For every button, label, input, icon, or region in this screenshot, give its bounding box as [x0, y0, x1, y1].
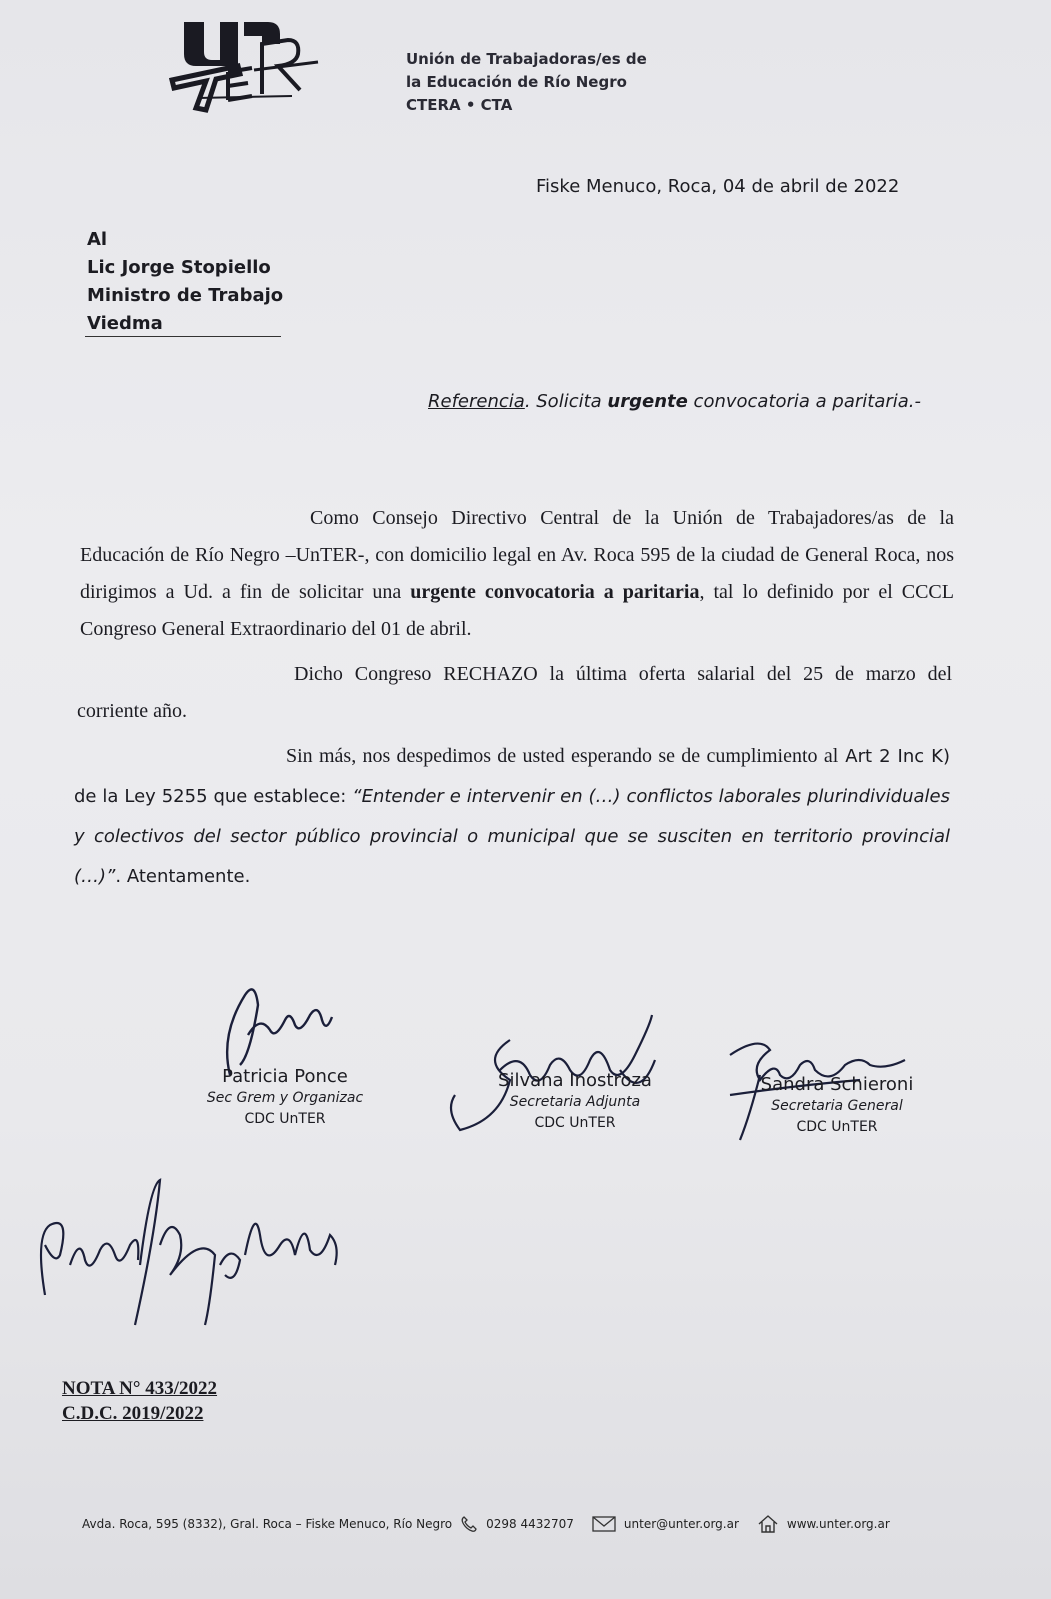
- footer-phone: 0298 4432707: [486, 1517, 574, 1531]
- signature-role-2: Secretaria Adjunta: [509, 1094, 641, 1110]
- footer-web: www.unter.org.ar: [786, 1517, 890, 1531]
- signature-role-1: Sec Grem y Organizac: [206, 1090, 364, 1106]
- paragraph-1-bold: urgente convocatoria a paritaria: [410, 581, 700, 603]
- recipient-line-3: Ministro de Trabajo: [87, 285, 284, 306]
- signature-org-3: CDC UnTER: [796, 1119, 878, 1135]
- cdc-period: C.D.C. 2019/2022: [62, 1403, 204, 1424]
- date-line: Fiske Menuco, Roca, 04 de abril de 2022: [536, 176, 900, 197]
- paragraph-3: [74, 736, 950, 897]
- signature-name-3: Sandra Schieroni: [760, 1074, 914, 1095]
- paragraph-1: [80, 500, 954, 648]
- signature-role-3: Secretaria General: [771, 1098, 903, 1114]
- signature-org-1: CDC UnTER: [244, 1111, 326, 1127]
- signature-block-3: [722, 1074, 952, 1137]
- signature-name-1: Patricia Ponce: [222, 1066, 348, 1087]
- signature-block-2: [460, 1070, 690, 1133]
- reference-label: Referencia: [428, 391, 525, 412]
- house-icon: [757, 1514, 779, 1534]
- unter-logo: [168, 14, 328, 114]
- paragraph-3-text-a: Sin más, nos despedimos de usted esperando se de cumplimiento al: [286, 745, 839, 767]
- signature-org-2: CDC UnTER: [534, 1115, 616, 1131]
- paragraph-2: Dicho Congreso RECHAZO la última oferta salarial del 25 de marzo del corriente año.: [77, 663, 952, 722]
- footer: [82, 1514, 890, 1534]
- reference-text-before: . Solicita: [524, 391, 608, 412]
- org-line-2: la Educación de Río Negro: [406, 73, 627, 91]
- footer-address: Avda. Roca, 595 (8332), Gral. Roca – Fiske Menuco, Río Negro: [82, 1517, 453, 1531]
- recipient-block: [87, 226, 283, 338]
- recipient-line-2: Lic Jorge Stopiello: [87, 257, 271, 278]
- phone-icon: [460, 1515, 478, 1533]
- reference-bold: urgente: [607, 391, 688, 412]
- signature-block-1: [170, 1066, 400, 1129]
- reference-line: [428, 391, 921, 412]
- signature-name-2: Silvana Inostroza: [498, 1070, 652, 1091]
- paragraph-3-text-c: . Atentamente.: [115, 866, 251, 887]
- org-line-1: Unión de Trabajadoras/es de: [406, 50, 647, 68]
- paragraph-3-quote: “Entender e intervenir en (…) conflictos laborales plurindividuales y colectivos del sector público provincial o municipal que se susciten en territorio provincial (…)”: [74, 786, 950, 887]
- footer-email: unter@unter.org.ar: [623, 1517, 739, 1531]
- handwritten-note: [30, 1175, 360, 1335]
- envelope-icon: [592, 1515, 616, 1533]
- organization-header: [406, 48, 647, 117]
- paragraph-3-text-b: Art 2 Inc K) de la Ley 5255 que establece:: [74, 746, 950, 807]
- paragraph-1-text-a: Como Consejo Directivo Central de la Unión de Trabajadores/as de la Educación de Río Negro –UnTER-, con domicilio legal en Av. Roca 595 de la ciudad de General Roca, nos dirigimos a Ud. a fin de solicitar una: [80, 507, 954, 603]
- recipient-underline: [85, 336, 281, 337]
- recipient-line-1: Al: [87, 229, 108, 250]
- note-number: NOTA N° 433/2022: [62, 1378, 218, 1399]
- reference-text-after: convocatoria a paritaria.-: [687, 391, 922, 412]
- org-line-3: CTERA • CTA: [406, 96, 513, 114]
- note-number-block: [62, 1376, 217, 1426]
- paragraph-1-text-b: , tal lo definido por el CCCL Congreso General Extraordinario del 01 de abril.: [80, 581, 954, 640]
- recipient-line-4: Viedma: [87, 313, 163, 334]
